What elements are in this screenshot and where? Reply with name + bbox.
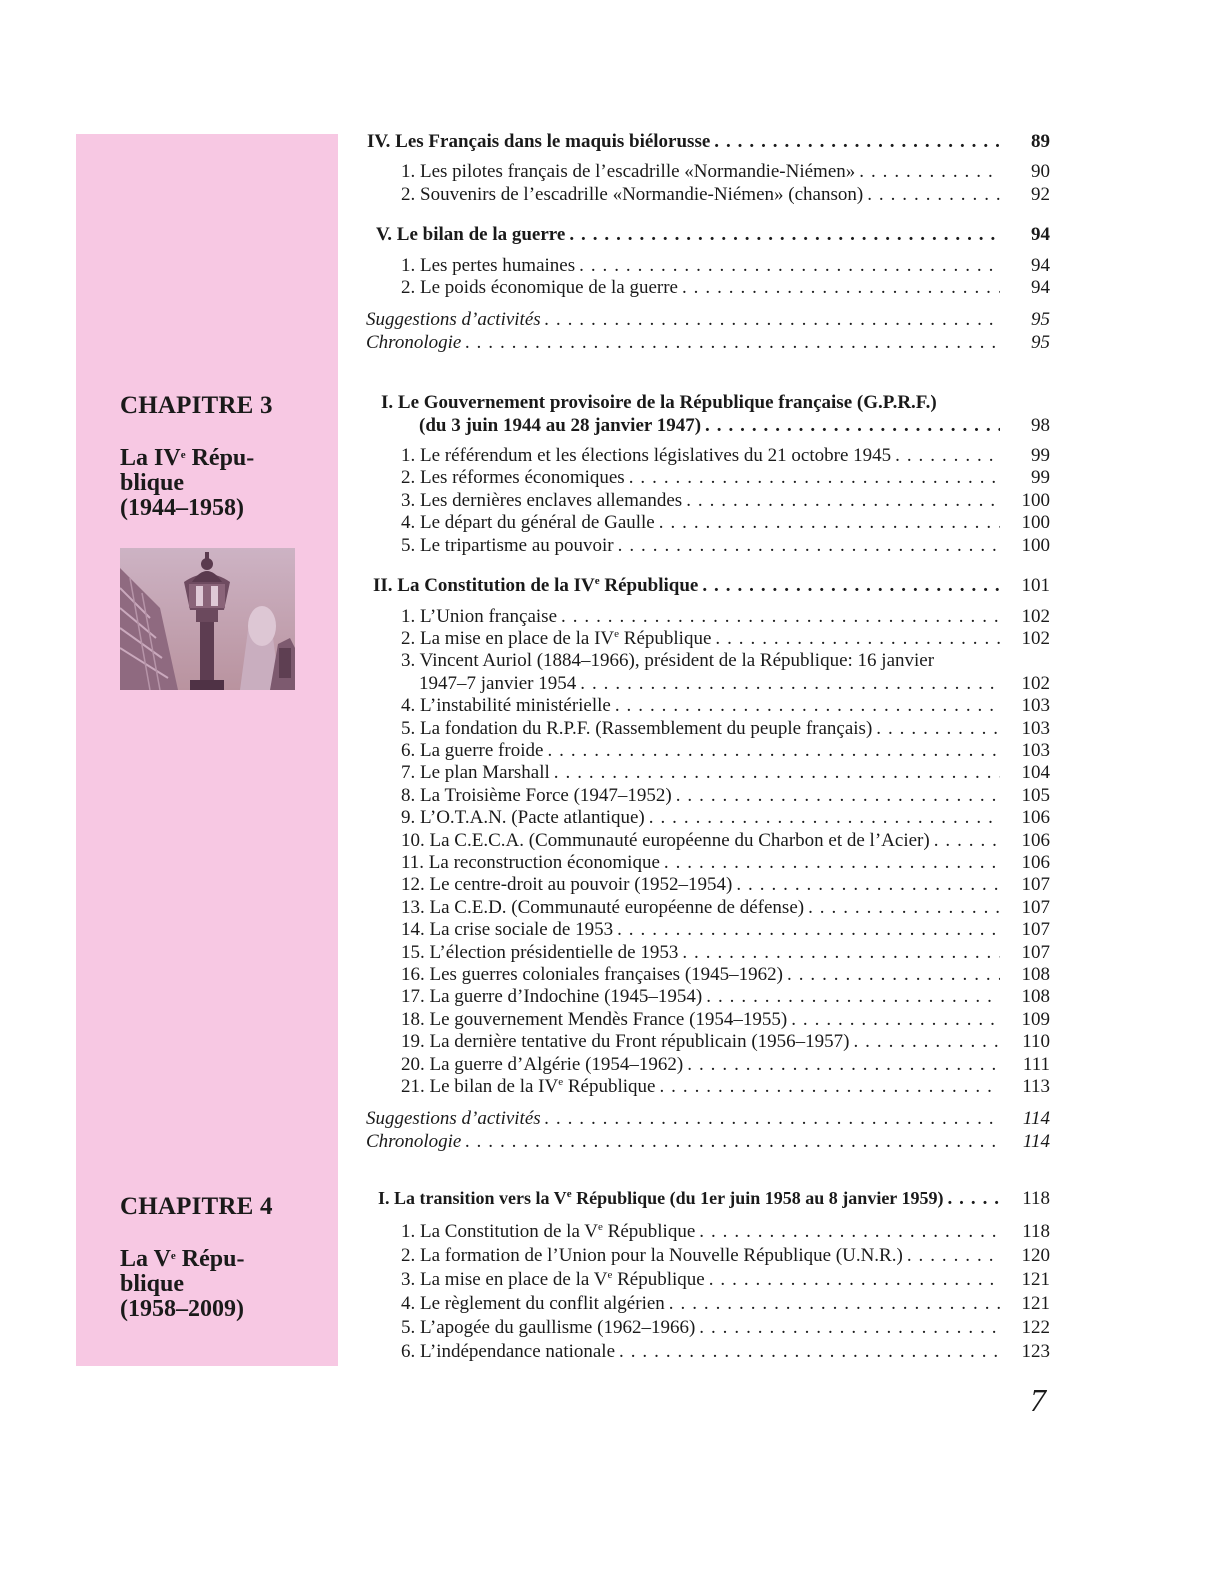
toc-item[interactable]: 1. Les pilotes français de l’escadrille «Normandie-Niémen» . . . 90 <box>366 161 1050 183</box>
toc-item[interactable]: 6. La guerre froide . . . 103 <box>366 740 1050 762</box>
toc-section[interactable]: IV. Les Français dans le maquis biélorusse . . . 89 <box>366 131 1050 153</box>
table-of-contents <box>366 131 1050 1364</box>
toc-item[interactable]: 7. Le plan Marshall . . . 104 <box>366 762 1050 784</box>
toc-item[interactable]: 2. Souvenirs de l’escadrille «Normandie-Niémen» (chanson) . . . 92 <box>366 184 1050 206</box>
toc-item[interactable]: 2. Les réformes économiques . . . 99 <box>366 467 1050 489</box>
chapter-title: La IVe Répu- blique (1944–1958) <box>120 445 255 521</box>
page-number: 7 <box>1030 1382 1046 1418</box>
toc-item-continuation[interactable]: 1947–7 janvier 1954 . . . 102 <box>366 673 1050 695</box>
toc-item[interactable]: 1. L’Union française . . . 102 <box>366 606 1050 628</box>
toc-item[interactable]: 4. Le départ du général de Gaulle . . . 100 <box>366 512 1050 534</box>
chapter-title: La Ve Répu- blique (1958–2009) <box>120 1246 245 1322</box>
toc-item[interactable]: 3. Les dernières enclaves allemandes . . . 100 <box>366 490 1050 512</box>
toc-item[interactable]: 1. Les pertes humaines . . . 94 <box>366 255 1050 277</box>
chapter-label: CHAPITRE 4 <box>120 1193 273 1220</box>
toc-section[interactable]: I. La transition vers la Ve République (du 1er juin 1958 au 8 janvier 1959) . . . 118 <box>366 1187 1050 1210</box>
chapter-sidebar <box>76 134 338 1366</box>
toc-item[interactable]: 1. La Constitution de la Ve République . . . 118 <box>366 1220 1050 1244</box>
toc-chronologie[interactable]: Chronologie . . . 114 <box>366 1131 1050 1153</box>
toc-item[interactable]: 5. La fondation du R.P.F. (Rassemblement du peuple français) . . . 103 <box>366 718 1050 740</box>
toc-suggestions[interactable]: Suggestions d’activités . . . 114 <box>366 1108 1050 1130</box>
chapter-3-heading <box>120 392 320 521</box>
toc-item[interactable]: 3. La mise en place de la Ve République . . . 121 <box>366 1268 1050 1292</box>
toc-suggestions[interactable]: Suggestions d’activités . . . 95 <box>366 309 1050 331</box>
toc-item[interactable]: 5. Le tripartisme au pouvoir . . . 100 <box>366 535 1050 557</box>
toc-item[interactable]: 13. La C.E.D. (Communauté européenne de défense) . . . 107 <box>366 897 1050 919</box>
toc-item[interactable]: 6. L’indépendance nationale . . . 123 <box>366 1340 1050 1364</box>
toc-item[interactable]: 10. La C.E.C.A. (Communauté européenne du Charbon et de l’Acier) . . . 106 <box>366 830 1050 852</box>
chapter-label: CHAPITRE 3 <box>120 392 273 419</box>
toc-item[interactable]: 2. La formation de l’Union pour la Nouvelle République (U.N.R.) . . . 120 <box>366 1244 1050 1268</box>
toc-item[interactable]: 17. La guerre d’Indochine (1945–1954) . . . 108 <box>366 986 1050 1008</box>
toc-item[interactable]: 5. L’apogée du gaullisme (1962–1966) . . . 122 <box>366 1316 1050 1340</box>
toc-section-heading[interactable]: I. Le Gouvernement provisoire de la République française (G.P.R.F.) <box>381 392 937 414</box>
toc-item[interactable]: 18. Le gouvernement Mendès France (1954–1955) . . . 109 <box>366 1009 1050 1031</box>
toc-chronologie[interactable]: Chronologie . . . 95 <box>366 332 1050 354</box>
toc-section[interactable]: II. La Constitution de la IVe République . . . 101 <box>366 575 1050 597</box>
toc-item[interactable]: 4. L’instabilité ministérielle . . . 103 <box>366 695 1050 717</box>
toc-item[interactable]: 4. Le règlement du conflit algérien . . . 121 <box>366 1292 1050 1316</box>
toc-item[interactable]: 21. Le bilan de la IVe République . . . 113 <box>366 1076 1050 1098</box>
toc-item[interactable]: 11. La reconstruction économique . . . 106 <box>366 852 1050 874</box>
toc-item[interactable]: 8. La Troisième Force (1947–1952) . . . 105 <box>366 785 1050 807</box>
toc-item[interactable]: 12. Le centre-droit au pouvoir (1952–1954) . . . 107 <box>366 874 1050 896</box>
chapter-photo <box>120 548 295 690</box>
toc-section-continuation[interactable]: (du 3 juin 1944 au 28 janvier 1947) . . . 98 <box>366 415 1050 437</box>
toc-item[interactable]: 2. La mise en place de la IVe République . . . 102 <box>366 628 1050 650</box>
toc-item[interactable]: 14. La crise sociale de 1953 . . . 107 <box>366 919 1050 941</box>
toc-item[interactable]: 9. L’O.T.A.N. (Pacte atlantique) . . . 106 <box>366 807 1050 829</box>
toc-item[interactable]: 3. Vincent Auriol (1884–1966), président de la République: 16 janvier <box>401 650 935 672</box>
toc-item[interactable]: 15. L’élection présidentielle de 1953 . . . 107 <box>366 942 1050 964</box>
toc-item[interactable]: 2. Le poids économique de la guerre . . . 94 <box>366 277 1050 299</box>
toc-section[interactable]: V. Le bilan de la guerre . . . 94 <box>366 224 1050 246</box>
chapter-4-heading <box>120 1193 320 1322</box>
toc-item[interactable]: 19. La dernière tentative du Front républicain (1956–1957) . . . 110 <box>366 1031 1050 1053</box>
toc-item[interactable]: 20. La guerre d’Algérie (1954–1962) . . . 111 <box>366 1054 1050 1076</box>
toc-item[interactable]: 16. Les guerres coloniales françaises (1945–1962) . . . 108 <box>366 964 1050 986</box>
toc-item[interactable]: 1. Le référendum et les élections législatives du 21 octobre 1945 . . . 99 <box>366 445 1050 467</box>
